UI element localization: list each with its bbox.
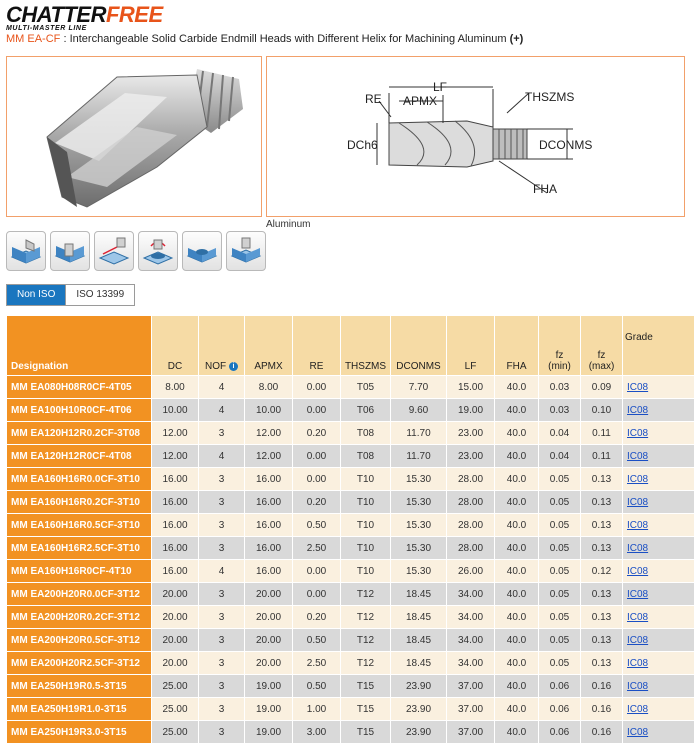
fha-cell: 40.0 — [495, 514, 539, 537]
designation-cell[interactable]: MM EA250H19R3.0-3T15 — [7, 721, 152, 744]
apmx-cell: 8.00 — [245, 376, 293, 399]
apmx-cell: 20.00 — [245, 629, 293, 652]
dconms-cell: 23.90 — [391, 698, 447, 721]
grade-cell — [623, 445, 695, 468]
fz-min-cell: 0.05 — [539, 491, 581, 514]
fha-cell: 40.0 — [495, 560, 539, 583]
grade-link[interactable]: IC08 — [627, 519, 649, 531]
fz-min-cell: 0.05 — [539, 606, 581, 629]
fz-max-cell: 0.13 — [581, 652, 623, 675]
designation-cell[interactable]: MM EA160H16R0CF-4T10 — [7, 560, 152, 583]
thszms-cell: T10 — [341, 560, 391, 583]
dc-cell: 20.00 — [152, 652, 199, 675]
table-row — [7, 721, 695, 744]
fz-max-cell: 0.11 — [581, 422, 623, 445]
header-fz-min-line1: fz — [555, 350, 564, 361]
non-iso-button[interactable]: Non ISO — [7, 285, 66, 305]
designation-cell[interactable]: MM EA200H20R0.2CF-3T12 — [7, 606, 152, 629]
dc-cell: 16.00 — [152, 537, 199, 560]
lf-cell: 28.00 — [447, 537, 495, 560]
re-cell: 0.00 — [293, 583, 341, 606]
fz-min-cell: 0.05 — [539, 652, 581, 675]
dconms-cell: 15.30 — [391, 560, 447, 583]
dconms-cell: 23.90 — [391, 675, 447, 698]
dconms-cell: 9.60 — [391, 399, 447, 422]
dc-cell: 12.00 — [152, 445, 199, 468]
lf-cell: 26.00 — [447, 560, 495, 583]
thszms-cell: T10 — [341, 537, 391, 560]
nof-cell: 3 — [199, 675, 245, 698]
dc-cell: 20.00 — [152, 606, 199, 629]
endmill-head-image — [7, 57, 261, 216]
thszms-cell: T08 — [341, 445, 391, 468]
slotting-icon[interactable] — [50, 231, 90, 271]
grade-link[interactable]: IC08 — [627, 565, 649, 577]
grade-link[interactable]: IC08 — [627, 680, 649, 692]
dconms-cell: 18.45 — [391, 629, 447, 652]
fz-max-cell: 0.13 — [581, 583, 623, 606]
lf-cell: 23.00 — [447, 422, 495, 445]
dconms-cell: 18.45 — [391, 583, 447, 606]
table-row — [7, 606, 695, 629]
nof-cell: 3 — [199, 491, 245, 514]
designation-cell[interactable]: MM EA120H12R0CF-4T08 — [7, 445, 152, 468]
header-lf[interactable]: LF — [447, 316, 495, 376]
table-row — [7, 629, 695, 652]
re-cell: 0.50 — [293, 675, 341, 698]
dc-cell: 16.00 — [152, 560, 199, 583]
designation-cell[interactable]: MM EA200H20R2.5CF-3T12 — [7, 652, 152, 675]
table-row — [7, 422, 695, 445]
header-dconms[interactable]: DCONMS — [391, 316, 447, 376]
fha-cell: 40.0 — [495, 721, 539, 744]
fz-min-cell: 0.03 — [539, 376, 581, 399]
fz-min-cell: 0.04 — [539, 445, 581, 468]
thszms-cell: T12 — [341, 652, 391, 675]
dc-cell: 8.00 — [152, 376, 199, 399]
apmx-cell: 20.00 — [245, 652, 293, 675]
table-row — [7, 399, 695, 422]
nof-cell: 4 — [199, 445, 245, 468]
grade-cell — [623, 606, 695, 629]
headline-separator: : — [60, 33, 70, 45]
lf-cell: 28.00 — [447, 491, 495, 514]
nof-cell: 3 — [199, 422, 245, 445]
grade-cell — [623, 399, 695, 422]
grade-cell — [623, 491, 695, 514]
grade-link[interactable]: IC08 — [627, 450, 649, 462]
fz-min-cell: 0.05 — [539, 560, 581, 583]
dconms-cell: 18.45 — [391, 606, 447, 629]
re-cell: 1.00 — [293, 698, 341, 721]
brand-name-part1: CHATTER — [6, 2, 106, 27]
header-thszms[interactable]: THSZMS — [341, 316, 391, 376]
brand-name — [6, 4, 163, 26]
re-cell: 0.00 — [293, 376, 341, 399]
grade-link[interactable]: IC08 — [627, 634, 649, 646]
fz-max-cell: 0.13 — [581, 606, 623, 629]
designation-cell[interactable]: MM EA250H19R1.0-3T15 — [7, 698, 152, 721]
fz-min-cell: 0.05 — [539, 468, 581, 491]
dconms-cell: 11.70 — [391, 445, 447, 468]
dc-cell: 25.00 — [152, 698, 199, 721]
thszms-cell: T12 — [341, 583, 391, 606]
thszms-cell: T06 — [341, 399, 391, 422]
fha-cell: 40.0 — [495, 606, 539, 629]
apmx-cell: 16.00 — [245, 514, 293, 537]
designation-cell[interactable]: MM EA120H12R0.2CF-3T08 — [7, 422, 152, 445]
fz-max-cell: 0.13 — [581, 491, 623, 514]
dc-cell: 25.00 — [152, 675, 199, 698]
grade-link[interactable]: IC08 — [627, 657, 649, 669]
grade-link[interactable]: IC08 — [627, 703, 649, 715]
thszms-cell: T12 — [341, 606, 391, 629]
fz-min-cell: 0.05 — [539, 537, 581, 560]
dconms-cell: 15.30 — [391, 491, 447, 514]
grade-link[interactable]: IC08 — [627, 542, 649, 554]
nof-cell: 4 — [199, 376, 245, 399]
label-lf: LF — [433, 80, 448, 94]
header-dc[interactable]: DC — [152, 316, 199, 376]
fha-cell: 40.0 — [495, 629, 539, 652]
header-nof[interactable] — [199, 316, 245, 376]
designation-cell[interactable]: MM EA100H10R0CF-4T06 — [7, 399, 152, 422]
label-re: RE — [365, 92, 382, 106]
grade-cell — [623, 376, 695, 399]
fz-min-cell: 0.03 — [539, 399, 581, 422]
dc-cell: 25.00 — [152, 721, 199, 744]
apmx-cell: 16.00 — [245, 491, 293, 514]
apmx-cell: 19.00 — [245, 675, 293, 698]
designation-cell[interactable]: MM EA160H16R2.5CF-3T10 — [7, 537, 152, 560]
grade-cell — [623, 698, 695, 721]
dc-cell: 20.00 — [152, 583, 199, 606]
grade-cell — [623, 629, 695, 652]
product-description: Interchangeable Solid Carbide Endmill Heads with Different Helix for Machining Aluminum — [69, 33, 507, 45]
lf-cell: 37.00 — [447, 698, 495, 721]
header-fz-min-line2: (min) — [548, 361, 571, 372]
apmx-cell: 20.00 — [245, 606, 293, 629]
fz-max-cell: 0.13 — [581, 514, 623, 537]
thszms-cell: T05 — [341, 376, 391, 399]
dc-cell: 16.00 — [152, 514, 199, 537]
dc-cell: 20.00 — [152, 629, 199, 652]
nof-cell: 3 — [199, 514, 245, 537]
thszms-cell: T10 — [341, 514, 391, 537]
re-cell: 3.00 — [293, 721, 341, 744]
dconms-cell: 15.30 — [391, 514, 447, 537]
fz-max-cell: 0.16 — [581, 698, 623, 721]
header-re[interactable]: RE — [293, 316, 341, 376]
designation-cell[interactable]: MM EA160H16R0.5CF-3T10 — [7, 514, 152, 537]
header-fz-max-line2: (max) — [588, 361, 615, 372]
fha-cell: 40.0 — [495, 698, 539, 721]
lf-cell: 37.00 — [447, 721, 495, 744]
fha-cell: 40.0 — [495, 445, 539, 468]
re-cell: 0.00 — [293, 399, 341, 422]
dconms-cell: 23.90 — [391, 721, 447, 744]
nof-cell: 3 — [199, 698, 245, 721]
fha-cell: 40.0 — [495, 537, 539, 560]
shoulder-milling-icon[interactable] — [6, 231, 46, 271]
product-code: MM EA-CF — [6, 33, 61, 45]
re-cell: 0.00 — [293, 468, 341, 491]
grade-link[interactable]: IC08 — [627, 473, 649, 485]
product-photo — [6, 56, 262, 217]
fha-cell: 40.0 — [495, 468, 539, 491]
nof-cell: 3 — [199, 629, 245, 652]
designation-cell[interactable]: MM EA250H19R0.5-3T15 — [7, 675, 152, 698]
operation-icons — [6, 231, 266, 271]
apmx-cell: 10.00 — [245, 399, 293, 422]
nof-cell: 4 — [199, 399, 245, 422]
table-row — [7, 514, 695, 537]
designation-cell[interactable]: MM EA160H16R0.0CF-3T10 — [7, 468, 152, 491]
header-fz-min[interactable] — [539, 316, 581, 376]
re-cell: 0.00 — [293, 560, 341, 583]
fha-cell: 40.0 — [495, 491, 539, 514]
label-dch6: DCh6 — [347, 138, 378, 152]
dconms-cell: 11.70 — [391, 422, 447, 445]
re-cell: 0.50 — [293, 629, 341, 652]
nof-cell: 3 — [199, 468, 245, 491]
designation-cell[interactable]: MM EA200H20R0.5CF-3T12 — [7, 629, 152, 652]
dc-cell: 16.00 — [152, 491, 199, 514]
ramping-icon[interactable] — [94, 231, 134, 271]
grade-cell — [623, 422, 695, 445]
nof-cell: 3 — [199, 721, 245, 744]
re-cell: 0.20 — [293, 491, 341, 514]
grade-cell — [623, 514, 695, 537]
table-row — [7, 445, 695, 468]
lf-cell: 28.00 — [447, 468, 495, 491]
header-fz-max-line1: fz — [597, 350, 606, 361]
label-fha: FHA — [533, 182, 557, 196]
fha-cell: 40.0 — [495, 652, 539, 675]
nof-cell: 3 — [199, 652, 245, 675]
apmx-cell: 12.00 — [245, 445, 293, 468]
dconms-cell: 15.30 — [391, 537, 447, 560]
fz-max-cell: 0.10 — [581, 399, 623, 422]
table-row — [7, 468, 695, 491]
fz-max-cell: 0.13 — [581, 468, 623, 491]
lf-cell: 23.00 — [447, 445, 495, 468]
thszms-cell: T15 — [341, 675, 391, 698]
plunging-icon[interactable] — [226, 231, 266, 271]
grade-link[interactable]: IC08 — [627, 427, 649, 439]
designation-cell[interactable]: MM EA200H20R0.0CF-3T12 — [7, 583, 152, 606]
table-row — [7, 376, 695, 399]
apmx-cell: 19.00 — [245, 721, 293, 744]
label-apmx: APMX — [403, 94, 438, 108]
label-dconms: DCONMS — [539, 138, 593, 152]
table-row — [7, 583, 695, 606]
fz-max-cell: 0.09 — [581, 376, 623, 399]
fha-cell: 40.0 — [495, 675, 539, 698]
thszms-cell: T10 — [341, 468, 391, 491]
fz-max-cell: 0.16 — [581, 721, 623, 744]
grade-cell — [623, 675, 695, 698]
fha-cell: 40.0 — [495, 399, 539, 422]
nof-cell: 4 — [199, 560, 245, 583]
dc-cell: 16.00 — [152, 468, 199, 491]
grade-link[interactable]: IC08 — [627, 496, 649, 508]
fz-min-cell: 0.05 — [539, 583, 581, 606]
iso-13399-button[interactable]: ISO 13399 — [66, 285, 134, 305]
label-thszms: THSZMS — [525, 90, 575, 104]
lf-cell: 34.00 — [447, 629, 495, 652]
table-row — [7, 491, 695, 514]
fha-cell: 40.0 — [495, 422, 539, 445]
spec-table — [6, 315, 695, 744]
grade-cell — [623, 652, 695, 675]
header-grade[interactable]: Grade — [623, 316, 695, 376]
apmx-cell: 12.00 — [245, 422, 293, 445]
dc-cell: 12.00 — [152, 422, 199, 445]
table-row — [7, 698, 695, 721]
fz-min-cell: 0.06 — [539, 675, 581, 698]
helical-interpolation-icon[interactable] — [138, 231, 178, 271]
designation-cell[interactable]: MM EA160H16R0.2CF-3T10 — [7, 491, 152, 514]
dconms-cell: 18.45 — [391, 652, 447, 675]
dc-cell: 10.00 — [152, 399, 199, 422]
table-row — [7, 560, 695, 583]
fz-max-cell: 0.13 — [581, 537, 623, 560]
dconms-cell: 7.70 — [391, 376, 447, 399]
nof-cell: 3 — [199, 537, 245, 560]
thszms-cell: T15 — [341, 698, 391, 721]
lf-cell: 34.00 — [447, 652, 495, 675]
re-cell: 0.20 — [293, 606, 341, 629]
fz-max-cell: 0.12 — [581, 560, 623, 583]
brand-name-part2: FREE — [105, 2, 163, 27]
re-cell: 2.50 — [293, 537, 341, 560]
lf-cell: 37.00 — [447, 675, 495, 698]
designation-cell[interactable]: MM EA080H08R0CF-4T05 — [7, 376, 152, 399]
fz-min-cell: 0.05 — [539, 514, 581, 537]
dimension-diagram — [266, 56, 685, 217]
fha-cell: 40.0 — [495, 376, 539, 399]
brand-subline: MULTI-MASTER LINE — [6, 25, 87, 32]
apmx-cell: 19.00 — [245, 698, 293, 721]
standard-toggle — [6, 284, 135, 306]
table-header-row — [7, 316, 695, 376]
grade-link[interactable]: IC08 — [627, 588, 649, 600]
fz-min-cell: 0.04 — [539, 422, 581, 445]
info-icon[interactable]: i — [229, 362, 238, 371]
lf-cell: 28.00 — [447, 514, 495, 537]
grade-cell — [623, 468, 695, 491]
lf-cell: 34.00 — [447, 606, 495, 629]
grade-link[interactable]: IC08 — [627, 404, 649, 416]
grade-cell — [623, 537, 695, 560]
lf-cell: 15.00 — [447, 376, 495, 399]
fz-max-cell: 0.16 — [581, 675, 623, 698]
fha-cell: 40.0 — [495, 583, 539, 606]
thszms-cell: T12 — [341, 629, 391, 652]
nof-cell: 3 — [199, 606, 245, 629]
header-fha[interactable]: FHA — [495, 316, 539, 376]
grade-cell — [623, 721, 695, 744]
lf-cell: 19.00 — [447, 399, 495, 422]
apmx-cell: 16.00 — [245, 468, 293, 491]
fz-min-cell: 0.06 — [539, 721, 581, 744]
fz-min-cell: 0.05 — [539, 629, 581, 652]
re-cell: 2.50 — [293, 652, 341, 675]
re-cell: 0.00 — [293, 445, 341, 468]
thszms-cell: T08 — [341, 422, 391, 445]
table-row — [7, 652, 695, 675]
thszms-cell: T15 — [341, 721, 391, 744]
product-headline — [6, 33, 523, 45]
grade-link[interactable]: IC08 — [627, 381, 649, 393]
apmx-cell: 16.00 — [245, 537, 293, 560]
fz-max-cell: 0.13 — [581, 629, 623, 652]
dconms-cell: 15.30 — [391, 468, 447, 491]
material-label: Aluminum — [266, 219, 311, 230]
brand-logo — [6, 4, 163, 32]
nof-cell: 3 — [199, 583, 245, 606]
fz-max-cell: 0.11 — [581, 445, 623, 468]
table-row — [7, 675, 695, 698]
grade-cell — [623, 560, 695, 583]
grade-link[interactable]: IC08 — [627, 611, 649, 623]
apmx-cell: 20.00 — [245, 583, 293, 606]
table-row — [7, 537, 695, 560]
dimension-drawing — [267, 57, 684, 216]
apmx-cell: 16.00 — [245, 560, 293, 583]
re-cell: 0.20 — [293, 422, 341, 445]
header-designation[interactable]: Designation — [7, 316, 152, 376]
grade-cell — [623, 583, 695, 606]
header-nof-label: NOF — [205, 361, 227, 372]
fz-min-cell: 0.06 — [539, 698, 581, 721]
thszms-cell: T10 — [341, 491, 391, 514]
grade-link[interactable]: IC08 — [627, 726, 649, 738]
expand-toggle[interactable]: (+) — [509, 33, 524, 45]
header-apmx[interactable]: APMX — [245, 316, 293, 376]
pocket-milling-icon[interactable] — [182, 231, 222, 271]
lf-cell: 34.00 — [447, 583, 495, 606]
header-fz-max[interactable] — [581, 316, 623, 376]
re-cell: 0.50 — [293, 514, 341, 537]
